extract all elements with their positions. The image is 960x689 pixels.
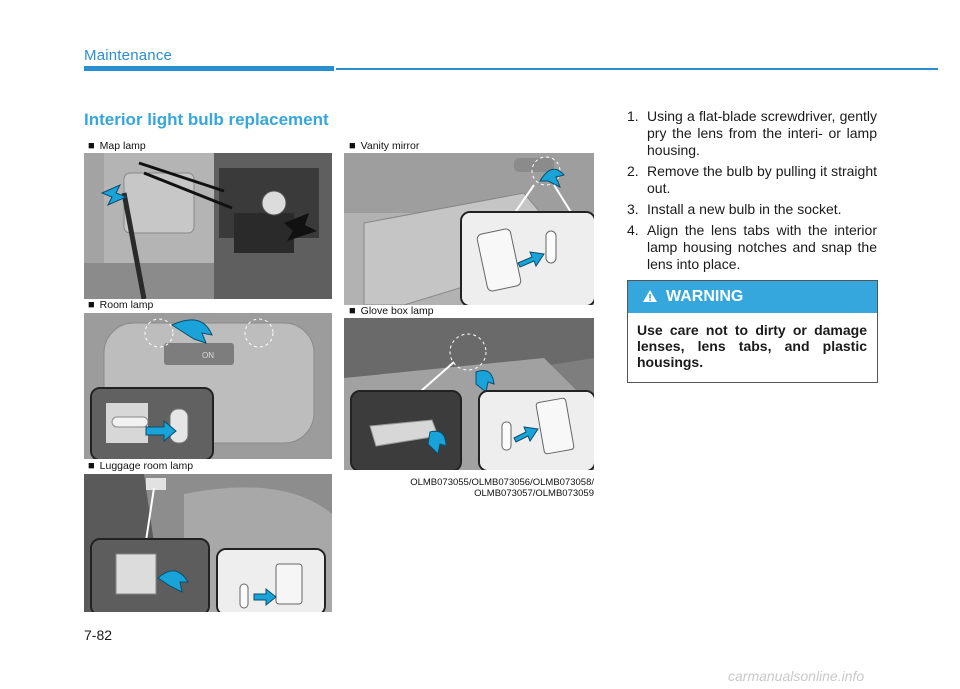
step-number: 4. — [627, 222, 639, 238]
warning-triangle-icon — [642, 289, 658, 306]
luggage-lamp-inset-2 — [216, 548, 326, 612]
caption-text: Glove box lamp — [360, 305, 434, 317]
step-number: 1. — [627, 108, 639, 124]
vanity-mirror-inset — [460, 211, 594, 305]
room-lamp-inset — [90, 387, 214, 459]
credit-line-1: OLMB073055/OLMB073056/OLMB073058/ — [410, 477, 594, 488]
square-marker: ■ — [349, 140, 356, 152]
room-lamp-switch-text: ON — [202, 351, 214, 360]
square-marker: ■ — [88, 299, 95, 311]
page-number: 7-82 — [84, 627, 113, 643]
glove-box-inset-1 — [350, 390, 462, 470]
step-item — [627, 201, 877, 218]
step-number: 3. — [627, 201, 639, 217]
caption-vanity-mirror — [349, 140, 419, 152]
luggage-lamp-inset-1 — [90, 538, 210, 612]
luggage-room-lamp-photo — [84, 474, 332, 612]
caption-text: Vanity mirror — [360, 140, 420, 152]
vanity-mirror-photo — [344, 153, 594, 305]
warning-box — [627, 280, 878, 383]
header-rule-thin — [336, 68, 938, 70]
caption-glove-box-lamp — [349, 305, 434, 317]
square-marker: ■ — [349, 305, 356, 317]
caption-room-lamp — [88, 299, 153, 311]
step-text: Remove the bulb by pulling it straight out. — [647, 163, 877, 196]
caption-text: Room lamp — [99, 299, 154, 311]
warning-header — [628, 281, 877, 313]
watermark-text: carmanualsonline.info — [728, 668, 865, 684]
square-marker: ■ — [88, 140, 95, 152]
figure-credit — [384, 477, 594, 499]
step-number: 2. — [627, 163, 639, 179]
step-item — [627, 108, 877, 159]
square-marker: ■ — [88, 460, 95, 472]
room-lamp-photo — [84, 313, 332, 459]
warning-heading: WARNING — [666, 288, 744, 305]
caption-luggage-room-lamp — [88, 460, 193, 472]
section-title: Interior light bulb replacement — [84, 110, 329, 129]
glove-box-inset-2 — [478, 390, 594, 470]
caption-map-lamp — [88, 140, 146, 152]
steps-list — [627, 108, 877, 277]
step-text: Using a flat-blade screwdriver, gently pry the lens from the interi- or lamp housing. — [647, 108, 877, 158]
caption-text: Luggage room lamp — [99, 460, 194, 472]
glove-box-lamp-photo — [344, 318, 594, 470]
step-item — [627, 163, 877, 197]
header-rule-thick — [84, 66, 334, 71]
step-text: Align the lens tabs with the interior lamp housing notches and snap the lens into place. — [647, 222, 877, 272]
warning-text: Use care not to dirty or damage lenses, lens tabs, and plastic housings. — [637, 322, 867, 370]
credit-line-2: OLMB073057/OLMB073059 — [474, 488, 594, 499]
caption-text: Map lamp — [99, 140, 146, 152]
section-label: Maintenance — [84, 47, 173, 64]
map-lamp-photo — [84, 153, 332, 299]
step-item — [627, 222, 877, 273]
step-text: Install a new bulb in the socket. — [647, 201, 842, 217]
